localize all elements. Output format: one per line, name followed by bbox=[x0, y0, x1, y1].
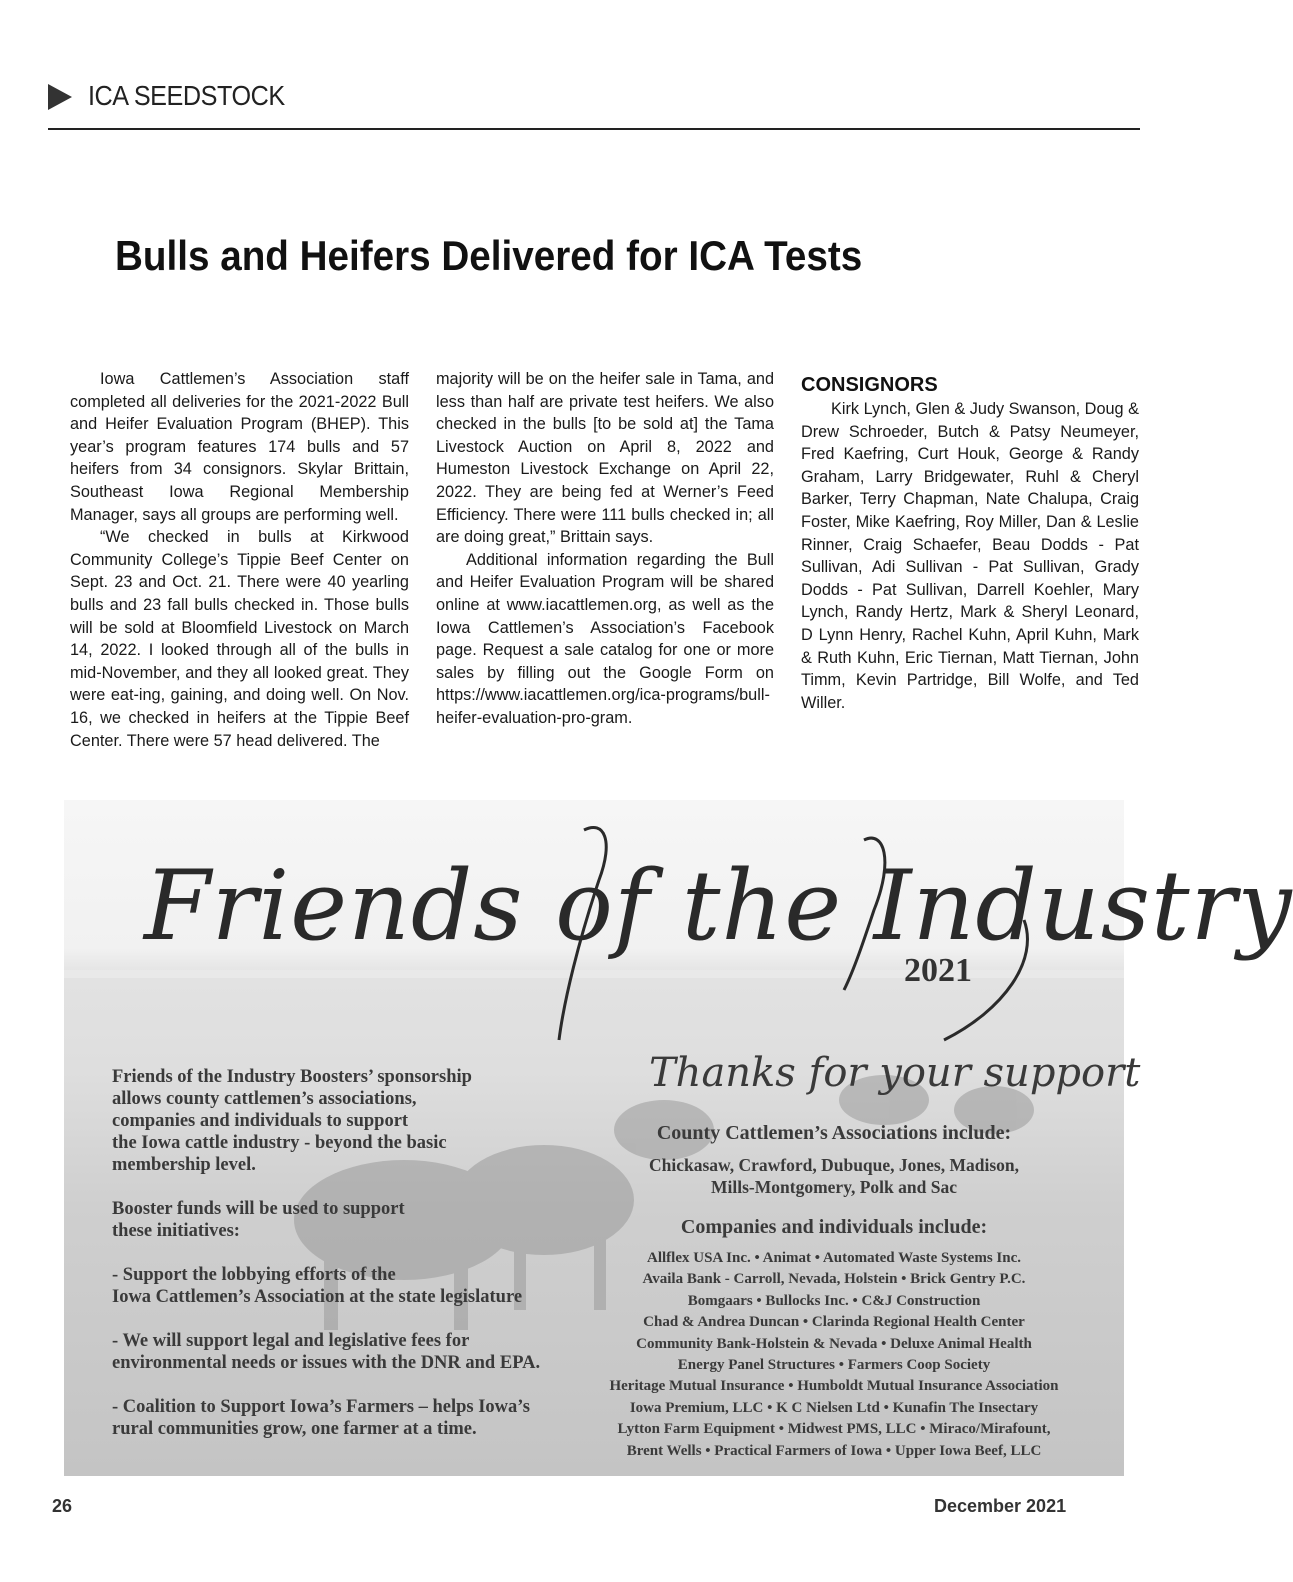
article-paragraph: Iowa Cattlemen’s Association staff completed all deliveries for the 2021-2022 Bull and Heifer Evaluation Program (BHEP). This year’s program features 174 bulls and 57 heifers from 34 consignors. Skylar Brittain, Southeast Iowa Regional Membership Manager, says all groups are performing well. bbox=[70, 370, 409, 524]
ad-item: - Coalition to Support Iowa’s Farmers – helps Iowa’s rural communities grow, one farmer at a time. bbox=[112, 1397, 530, 1439]
companies-list bbox=[564, 1248, 1104, 1462]
ad-left-text bbox=[112, 1066, 582, 1462]
section-header bbox=[48, 78, 1140, 130]
play-triangle-icon bbox=[48, 84, 72, 110]
article-paragraph: majority will be on the heifer sale in Tama, and less than half are private test heifers. We also checked in the bulls [to be sold at] the Tama Livestock Auction on April 8, 2022 and Humeston Livestock Exchange on April 22, 2022. They are being fed at Werner’s Feed Efficiency. There were 111 bulls checked in; all are doing great,” Brittain says. bbox=[436, 370, 774, 547]
ad-funds: Booster funds will be used to support these initiatives: bbox=[112, 1199, 405, 1241]
company-line: Iowa Premium, LLC • K C Nielsen Ltd • Kunafin The Insectary bbox=[629, 1399, 1039, 1416]
company-line: Availa Bank - Carroll, Nevada, Holstein • Brick Gentry P.C. bbox=[642, 1271, 1026, 1288]
article-title: Bulls and Heifers Delivered for ICA Tests bbox=[115, 232, 863, 279]
article-paragraph: “We checked in bulls at Kirkwood Community College’s Tippie Beef Center on Sept. 23 and Oct. 21. There were 40 yearling bulls and 23 fall bulls checked in. Those bulls will be sold at Bloomfield Livestock on March 14, 2022. I looked through all of the bulls in mid-November, and they all looked great. They were eat-ing, gaining, and doing well. On Nov. 16, we checked in heifers at the Tippie Beef Center. There were 57 head delivered. The bbox=[70, 528, 409, 750]
companies-heading: Companies and individuals include: bbox=[680, 1216, 988, 1238]
company-line: Brent Wells • Practical Farmers of Iowa • Upper Iowa Beef, LLC bbox=[626, 1442, 1042, 1459]
article-paragraph: Additional information regarding the Bull and Heifer Evaluation Program will be shared online at www.iacattlemen.org, as well as the Iowa Cattlemen’s Association’s Facebook page. Request a sale catalog for one or more sales by filling out the Google Form on https://www.iacattlemen.org/ica-programs/bull-heifer-evaluation-pro-gram. bbox=[436, 550, 774, 727]
company-line: Bomgaars • Bullocks Inc. • C&J Construction bbox=[687, 1292, 981, 1309]
consignors-column bbox=[801, 372, 1139, 714]
consignors-heading: CONSIGNORS bbox=[801, 374, 938, 396]
ad-title: Friends of the Industry bbox=[144, 850, 1293, 962]
company-line: Community Bank-Holstein & Nevada • Deluxe Animal Health bbox=[636, 1335, 1032, 1352]
consignors-list: Kirk Lynch, Glen & Judy Swanson, Doug & Drew Schroeder, Butch & Patsy Neumeyer, Fred Kaefring, Curt Houk, George & Randy Graham, Larry Bridgewater, Ruhl & Cheryl Barker, Terry Chapman, Nate Chalupa, Craig Foster, Mike Kaefring, Roy Miller, Dan & Leslie Rinner, Craig Schaefer, Beau Dodds - Pat Sullivan, Adi Sullivan - Pat Sullivan, Grady Dodds - Pat Sullivan, Darrell Koehler, Mary Lynch, Randy Hertz, Mark & Sheryl Leonard, D Lynn Henry, Rachel Kuhn, April Kuhn, Mark & Ruth Kuhn, Eric Tiernan, Matt Tiernan, John Timm, Kevin Partridge, Bill Wolfe, and Ted Willer. bbox=[801, 400, 1139, 712]
section-label: ICA SEEDSTOCK bbox=[88, 80, 285, 111]
ad-right-text bbox=[564, 1120, 1104, 1462]
county-list: Chickasaw, Crawford, Dubuque, Jones, Madison, Mills-Montgomery, Polk and Sac bbox=[649, 1155, 1019, 1197]
article-column-1 bbox=[70, 368, 409, 752]
ad-item: - Support the lobbying efforts of the Iowa Cattlemen’s Association at the state legislature bbox=[112, 1265, 523, 1307]
company-line: Allflex USA Inc. • Animat • Automated Waste Systems Inc. bbox=[647, 1250, 1021, 1266]
county-heading: County Cattlemen’s Associations include: bbox=[656, 1122, 1012, 1144]
company-line: Heritage Mutual Insurance • Humboldt Mutual Insurance Association bbox=[609, 1378, 1059, 1395]
ad-intro: Friends of the Industry Boosters’ sponsorship allows county cattlemen’s associations, companies and individuals to support the Iowa cattle industry - beyond the basic membership level. bbox=[112, 1067, 472, 1175]
page-number: 26 bbox=[52, 1496, 73, 1516]
friends-of-industry-ad bbox=[64, 800, 1293, 1476]
ad-item: - We will support legal and legislative fees for environmental needs or issues with the DNR and EPA. bbox=[112, 1331, 541, 1373]
company-line: Chad & Andrea Duncan • Clarinda Regional Health Center bbox=[643, 1314, 1025, 1331]
company-line: Energy Panel Structures • Farmers Coop Society bbox=[677, 1357, 991, 1374]
issue-date: December 2021 bbox=[934, 1496, 1067, 1516]
article-column-2 bbox=[436, 368, 774, 730]
ad-year: 2021 bbox=[904, 952, 972, 989]
company-line: Lytton Farm Equipment • Midwest PMS, LLC • Miraco/Mirafount, bbox=[617, 1421, 1051, 1438]
ad-thanks: Thanks for your support bbox=[649, 1050, 1141, 1096]
